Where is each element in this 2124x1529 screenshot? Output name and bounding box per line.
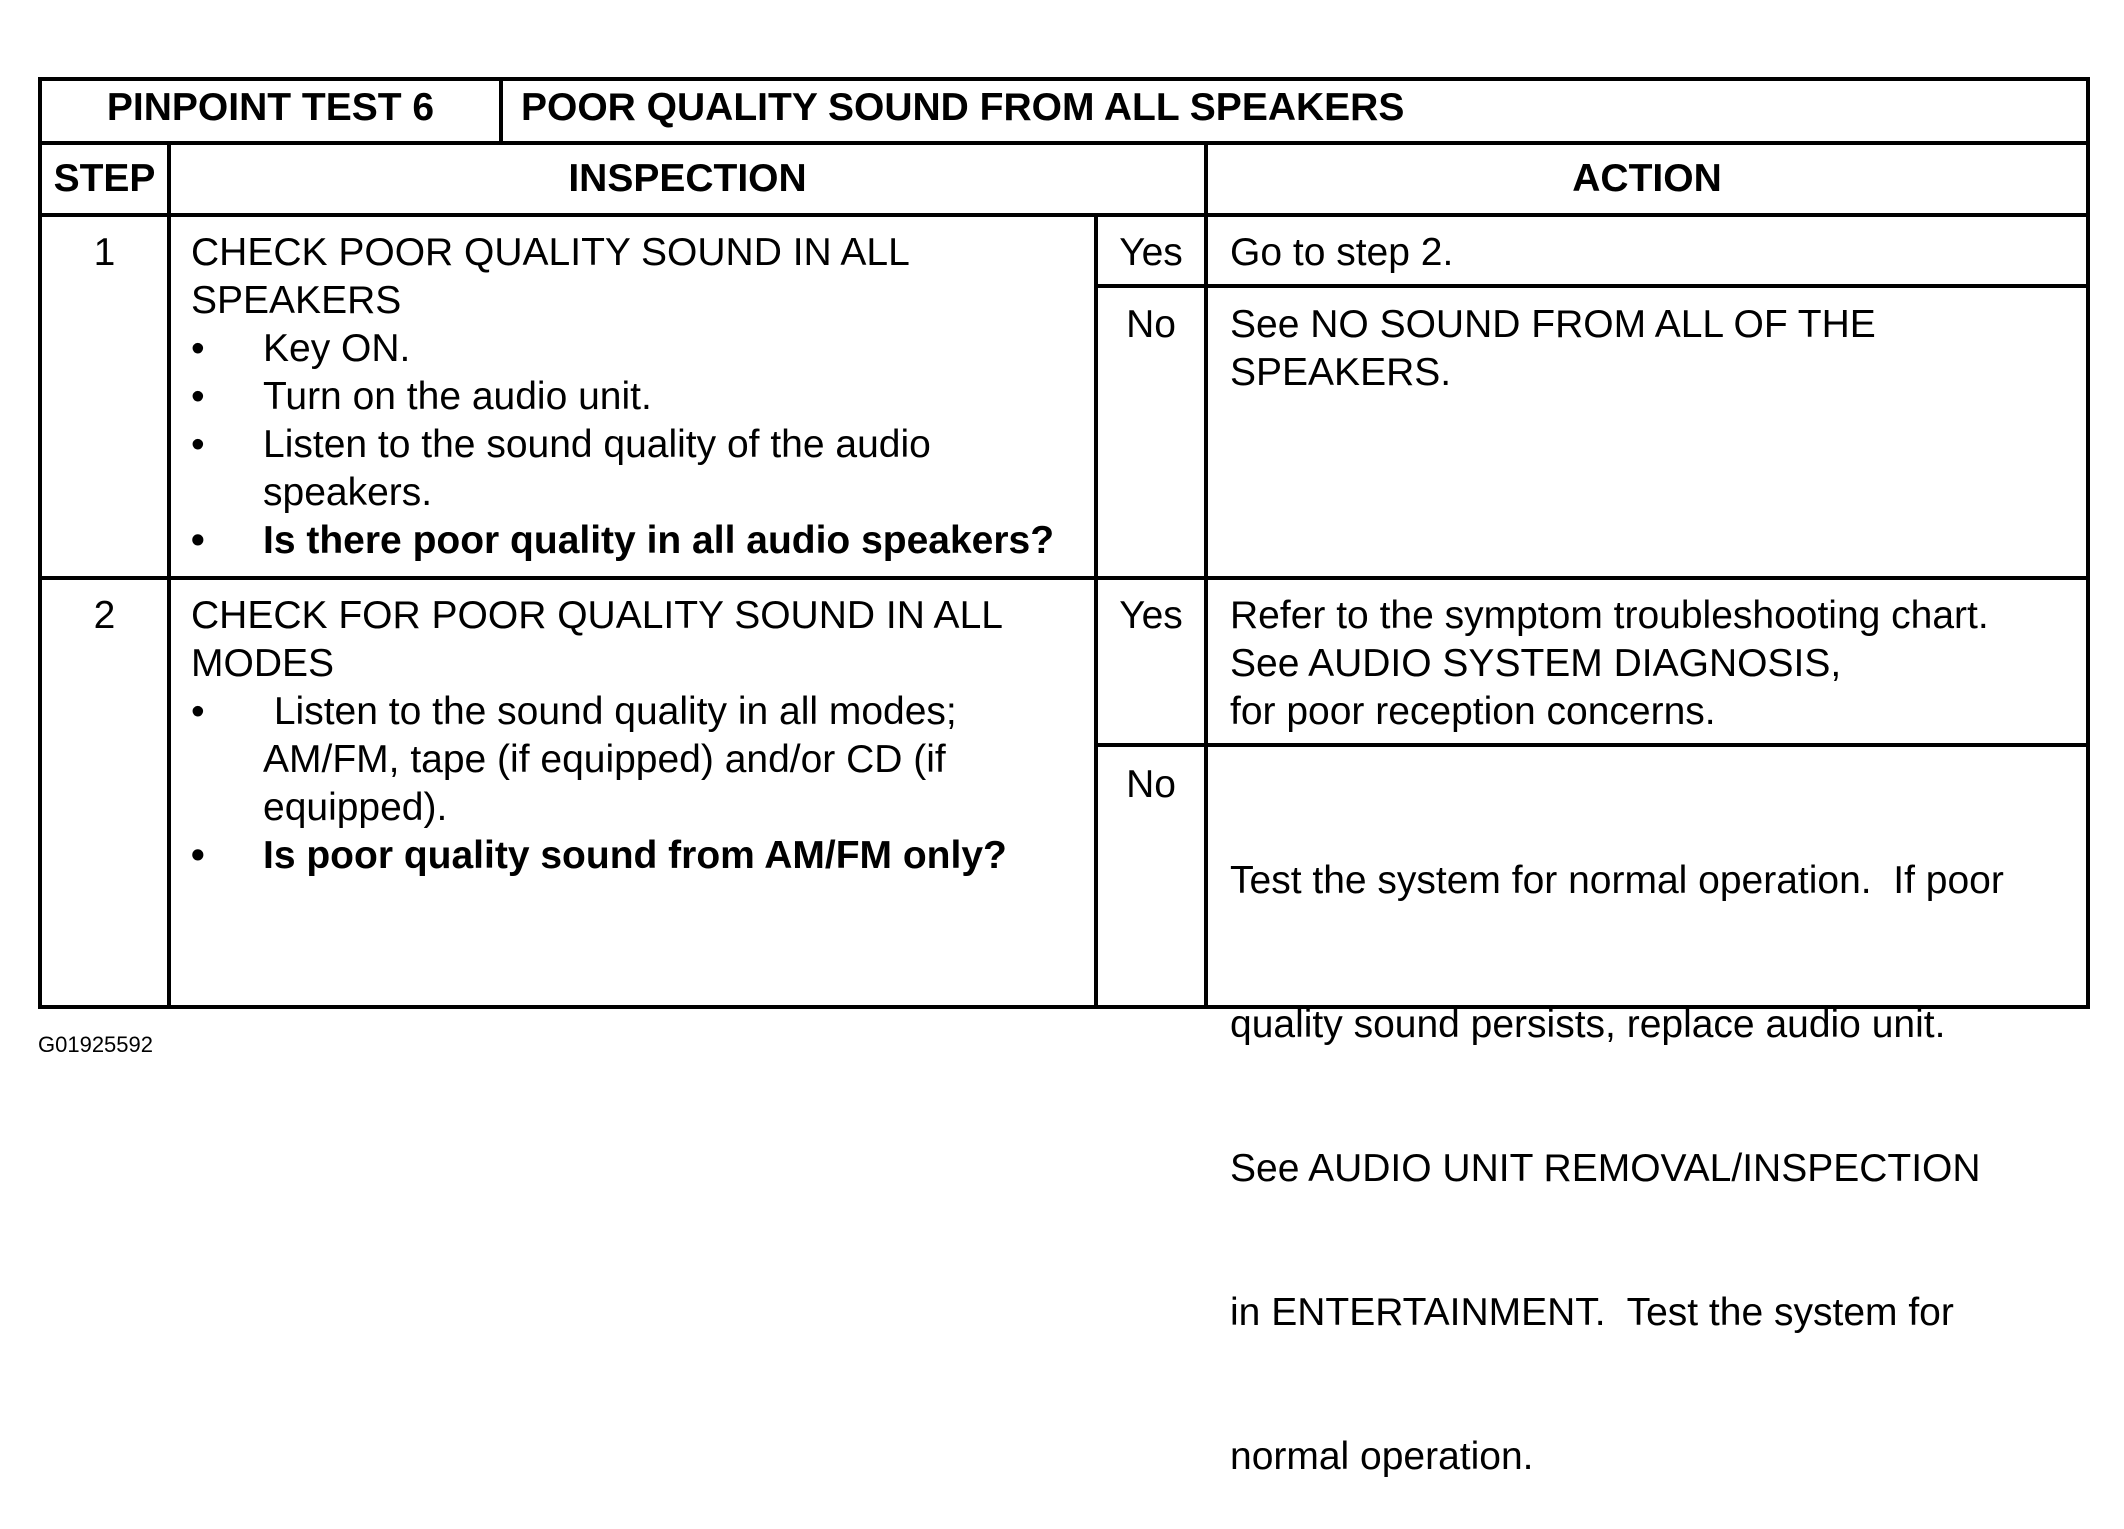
action-line: See NO SOUND FROM ALL OF THE [1230, 303, 1876, 346]
test-label: PINPOINT TEST 6 [106, 86, 435, 129]
action-yes: Go to step 2. [1230, 231, 1454, 274]
column-header-action: ACTION [1572, 157, 1722, 200]
step-heading: SPEAKERS [191, 279, 402, 322]
rule-step-column [167, 141, 171, 1009]
action-line: See AUDIO UNIT REMOVAL/INSPECTION [1230, 1147, 1981, 1190]
action-line: normal operation. [1230, 1435, 1534, 1478]
bullet-item: • Turn on the audio unit. [191, 373, 1091, 421]
action-no [1230, 301, 2080, 397]
action-line: See AUDIO SYSTEM DIAGNOSIS, [1230, 642, 1842, 685]
action-yes [1230, 592, 2080, 736]
rule-step1-yes-no [1096, 284, 2090, 288]
action-line: in ENTERTAINMENT. Test the system for [1230, 1291, 1954, 1334]
figure-id: G01925592 [38, 1032, 153, 1057]
action-line: Test the system for normal operation. If poor [1230, 859, 2004, 902]
step-heading: CHECK POOR QUALITY SOUND IN ALL [191, 231, 910, 274]
step-bullet-list [191, 325, 1091, 565]
step-heading: MODES [191, 642, 335, 685]
step-inspection [191, 229, 1091, 565]
step-bullet-list [191, 688, 1091, 880]
answer-no-label: No [1126, 303, 1176, 346]
answer-yes-label: Yes [1119, 231, 1183, 274]
rule-answer-action [1204, 141, 1208, 1009]
column-header-step: STEP [53, 157, 156, 200]
step-number: 2 [93, 594, 116, 637]
rule-under-title [38, 141, 2090, 145]
action-line: SPEAKERS. [1230, 351, 1452, 394]
rule-title-divider [499, 77, 503, 143]
rule-under-column-headers [38, 213, 2090, 217]
bullet-question: • Is poor quality sound from AM/FM only? [191, 832, 1091, 880]
answer-yes-label: Yes [1119, 594, 1183, 637]
bullet-item: • Listen to the sound quality in all modes; AM/FM, tape (if equipped) and/or CD (if equipped). [191, 688, 1043, 832]
bullet-question: • Is there poor quality in all audio speakers? [191, 517, 1091, 565]
test-title: POOR QUALITY SOUND FROM ALL SPEAKERS [521, 86, 1405, 129]
action-no [1230, 761, 2080, 1529]
action-line: Refer to the symptom troubleshooting chart. [1230, 594, 1989, 637]
column-header-inspection: INSPECTION [568, 157, 807, 200]
answer-no-label: No [1126, 763, 1176, 806]
action-line: quality sound persists, replace audio unit. [1230, 1003, 1946, 1046]
rule-step2-yes-no [1096, 743, 2090, 747]
step-number: 1 [93, 231, 116, 274]
bullet-item: • Listen to the sound quality of the audio speakers. [191, 421, 1043, 517]
bullet-item: • Key ON. [191, 325, 1091, 373]
step-heading: CHECK FOR POOR QUALITY SOUND IN ALL [191, 594, 1003, 637]
action-line: for poor reception concerns. [1230, 690, 1716, 733]
step-inspection [191, 592, 1091, 880]
rule-between-steps [38, 576, 2090, 580]
